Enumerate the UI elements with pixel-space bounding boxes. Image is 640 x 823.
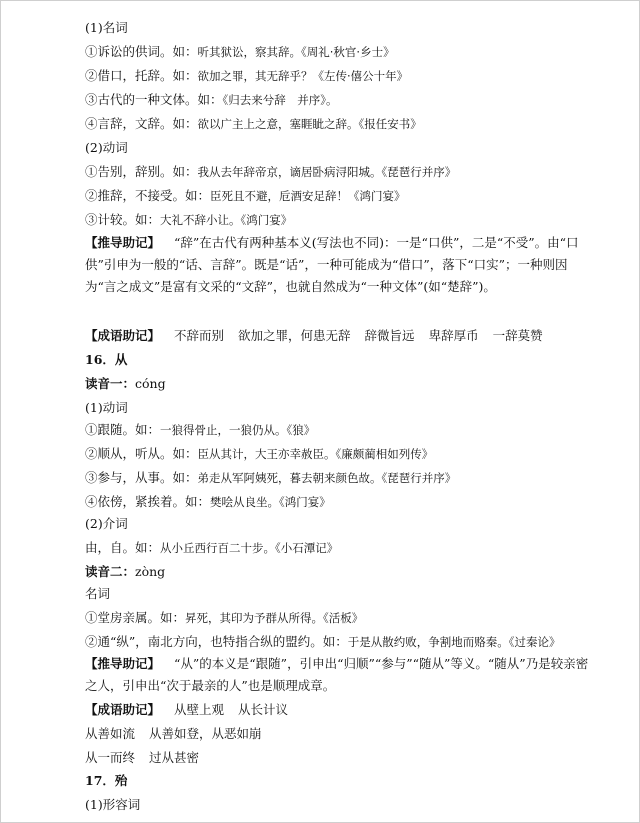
list-item: ④言辞，文辞。如：欲以广主上之意，塞睚眦之辞。《报任安书》 <box>85 116 422 131</box>
list-item: ④依傍，紧挨着。如：樊哙从良坐。《鸿门宴》 <box>85 494 331 509</box>
list-item: ①诉讼的供词。如：听其狱讼，察其辞。《周礼·秋官·乡士》 <box>85 44 395 59</box>
list-item: ②通“纵”，南北方向，也特指合纵的盟约。如：于是从散约败，争割地而赂秦。《过秦论》 <box>85 634 561 649</box>
list-item: ③参与，从事。如：弟走从军阿姨死，暮去朝来颜色故。《琵琶行并序》 <box>85 470 457 485</box>
list-item: ①堂房亲属。如：昇死，其印为予群从所得。《活板》 <box>85 610 364 625</box>
section-heading: 17．殆 <box>85 773 128 788</box>
memory-paragraph: 【推导助记】 “辞”在古代有两种基本义(写法也不同)：一是“口供”，二是“不受”。由“口供”引申为一般的“话、言辞”。既是“话”，一种可能成为“借口”，落下“口实”；一种则因为“言之成文”是富有文采的“文辞”，也就自然成为“一种文体”(如“楚辞”)。 <box>85 235 579 294</box>
idiom-line: 从善如流 从善如登，从恶如崩 <box>85 726 262 741</box>
idiom-line: 从一而终 过从甚密 <box>85 750 200 765</box>
noun-heading: (1)名词 <box>85 20 128 35</box>
list-item: ①告别，辞别。如：我从去年辞帝京，谪居卧病浔阳城。《琵琶行并序》 <box>85 164 457 179</box>
list-item: ①跟随。如：一狼得骨止，一狼仍从。《狼》 <box>85 422 316 437</box>
prep-heading: (2)介词 <box>85 516 128 531</box>
memory-tag: 【推导助记】 <box>85 656 161 671</box>
list-item: 由，自。如：从小丘西行百二十步。《小石潭记》 <box>85 540 339 555</box>
adj-heading: (1)形容词 <box>85 797 141 812</box>
noun-heading: 名词 <box>85 586 111 601</box>
reading-line: 读音二：zòng <box>85 564 166 579</box>
list-item: ③计较。如：大礼不辞小让。《鸿门宴》 <box>85 212 293 227</box>
section-heading: 16．从 <box>85 352 128 367</box>
verb-heading: (1)动词 <box>85 400 128 415</box>
verb-heading: (2)动词 <box>85 140 128 155</box>
memory-tag: 【推导助记】 <box>85 235 161 250</box>
idiom-tag: 【成语助记】 <box>85 328 161 343</box>
list-item: ②顺从，听从。如：臣从其计，大王亦幸赦臣。《廉颇蔺相如列传》 <box>85 446 434 461</box>
memory-paragraph: 【推导助记】 “从”的本义是“跟随”，引申出“归顺”“参与”“随从”等义。“随从”乃是较亲密之人，引申出“次于最亲的人”也是顺理成章。 <box>85 656 589 693</box>
list-item: ②借口，托辞。如：欲加之罪，其无辞乎？《左传·僖公十年》 <box>85 68 409 83</box>
list-item: ②推辞，不接受。如：臣死且不避，卮酒安足辞！《鸿门宴》 <box>85 188 406 203</box>
idiom-line: 【成语助记】 不辞而别 欲加之罪，何患无辞 辞微旨远 卑辞厚币 一辞莫赞 <box>85 328 543 343</box>
idiom-tag: 【成语助记】 <box>85 702 161 717</box>
idiom-line: 【成语助记】 从壁上观 从长计议 <box>85 702 289 717</box>
reading-line: 读音一：cóng <box>85 376 166 391</box>
list-item: ③古代的一种文体。如：《归去来兮辞 并序》。 <box>85 92 338 107</box>
